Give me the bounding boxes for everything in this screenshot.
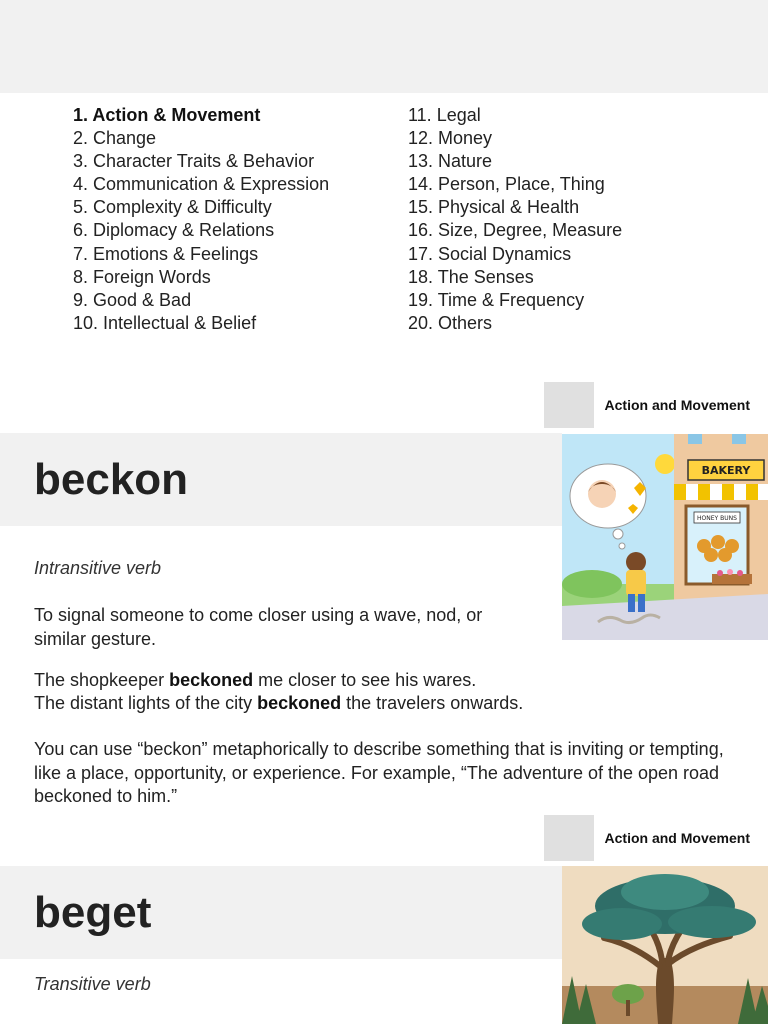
- bakery-scene-image: [562, 434, 768, 640]
- part-of-speech: Transitive verb: [34, 974, 151, 994]
- example-sentence: [34, 669, 734, 693]
- toc-item[interactable]: 10. Intellectual & Belief: [73, 312, 257, 333]
- toc-item[interactable]: 18. The Senses: [408, 266, 534, 287]
- toc-item[interactable]: 1. Action & Movement: [73, 105, 261, 125]
- definition: To signal someone to come closer using a wave, nod, or similar gesture.: [34, 605, 483, 649]
- example-text: the travelers onwards.: [341, 693, 524, 713]
- toc-item[interactable]: 16. Size, Degree, Measure: [408, 220, 623, 241]
- category-label: Action and Movement: [604, 397, 750, 413]
- example-text: The shopkeeper: [34, 670, 170, 690]
- category-marker: [544, 815, 594, 861]
- example-text: me closer to see his wares.: [253, 670, 477, 690]
- category-label: Action and Movement: [604, 830, 750, 846]
- category-tag: [544, 382, 768, 428]
- tree-image: [562, 866, 768, 1024]
- toc-item[interactable]: 14. Person, Place, Thing: [408, 174, 605, 195]
- usage-note: You can use “beckon” metaphorically to describe something that is inviting or tempting, like a place, opportunity, or experience. For example, “The adventure of the open road beckoned to him.”: [34, 739, 724, 806]
- bakery-illustration: [562, 434, 768, 640]
- toc-item[interactable]: 13. Nature: [408, 151, 493, 172]
- word-header-band: [0, 433, 562, 526]
- example-sentence: [34, 692, 734, 716]
- toc-item[interactable]: 15. Physical & Health: [408, 197, 580, 218]
- window-sign-text: HONEY BUNS: [697, 515, 737, 522]
- category-tag: [544, 815, 768, 861]
- toc-column-right: [408, 104, 622, 335]
- toc-item[interactable]: 3. Character Traits & Behavior: [73, 151, 315, 172]
- bakery-sign-text: BAKERY: [701, 464, 751, 477]
- part-of-speech: Intransitive verb: [34, 558, 162, 578]
- word-header-band: [0, 866, 562, 959]
- toc-item[interactable]: 5. Complexity & Difficulty: [73, 197, 272, 218]
- toc-item[interactable]: 8. Foreign Words: [73, 266, 211, 287]
- category-marker: [544, 382, 594, 428]
- top-bar: [0, 0, 768, 93]
- tree-illustration: [562, 866, 768, 1024]
- toc-item[interactable]: 7. Emotions & Feelings: [73, 243, 259, 264]
- toc-item[interactable]: 4. Communication & Expression: [73, 174, 330, 195]
- toc-item[interactable]: 2. Change: [73, 128, 157, 149]
- word-title: beget: [34, 888, 152, 937]
- example-keyword: beckoned: [169, 670, 254, 690]
- word-title: beckon: [34, 455, 189, 504]
- toc-item[interactable]: 20. Others: [408, 312, 493, 333]
- example-text: The distant lights of the city: [34, 693, 258, 713]
- toc-item[interactable]: 19. Time & Frequency: [408, 289, 585, 310]
- toc-item[interactable]: 11. Legal: [408, 105, 481, 125]
- toc-column-left: [73, 104, 329, 335]
- example-keyword: beckoned: [257, 693, 342, 713]
- toc-item[interactable]: 6. Diplomacy & Relations: [73, 220, 275, 241]
- toc-item[interactable]: 17. Social Dynamics: [408, 243, 572, 264]
- toc-item[interactable]: 9. Good & Bad: [73, 289, 192, 310]
- toc-item[interactable]: 12. Money: [408, 128, 493, 149]
